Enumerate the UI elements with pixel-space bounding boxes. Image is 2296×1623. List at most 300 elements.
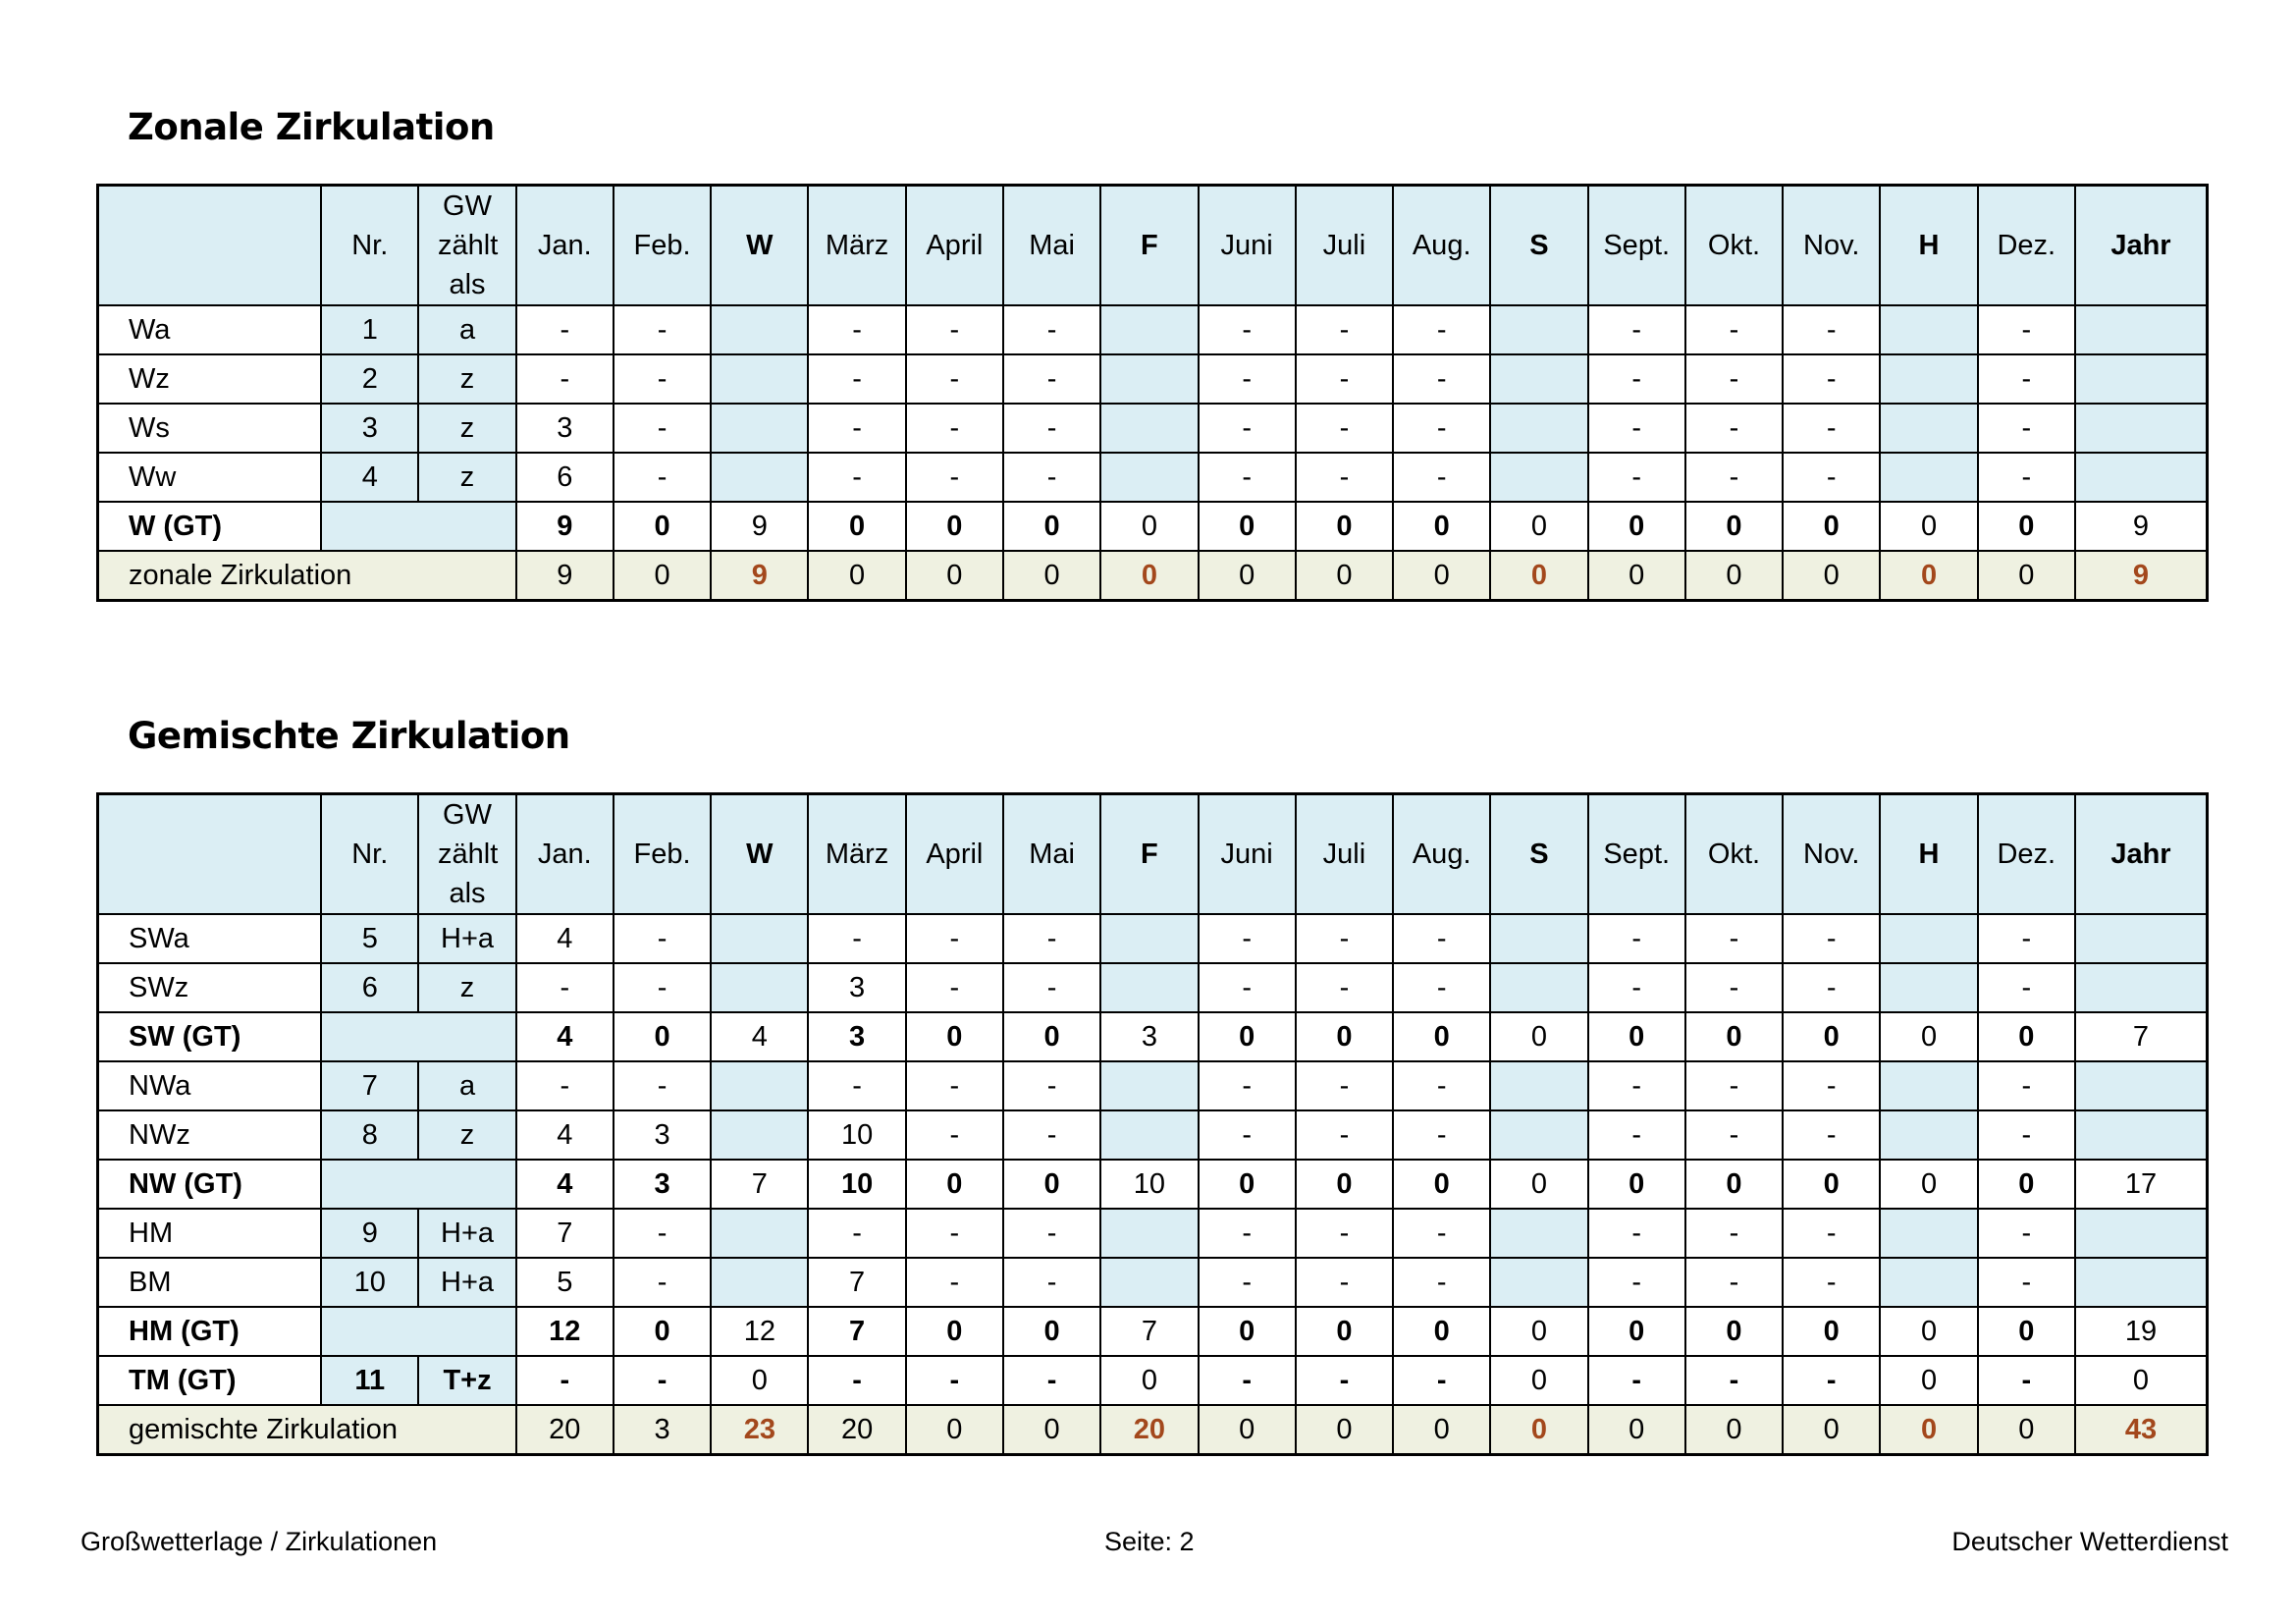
value-cell [2075,453,2208,502]
row-label: BM [98,1258,322,1307]
header-cell: Dez. [1978,794,2075,915]
header-cell: H [1880,186,1977,306]
value-cell: - [614,1061,711,1110]
value-cell [1880,453,1977,502]
value-cell: 9 [516,502,614,551]
value-cell: 10 [1100,1160,1198,1209]
value-cell [711,305,808,354]
summary-row [98,1405,2208,1455]
value-cell: 0 [1588,1307,1685,1356]
value-cell: - [516,305,614,354]
value-cell: - [1296,1258,1393,1307]
value-cell: 0 [1199,1160,1296,1209]
footer-page-number: Seite: 2 [1104,1527,1195,1556]
value-cell: 0 [808,502,905,551]
value-cell [2075,1209,2208,1258]
value-cell: - [1296,1209,1393,1258]
value-cell: 10 [808,1160,905,1209]
value-cell: 0 [1588,502,1685,551]
table-row [98,354,2208,404]
value-cell [1100,1110,1198,1160]
value-cell: - [614,1258,711,1307]
value-cell: 0 [614,551,711,601]
merged-blank-cell [321,1160,516,1209]
value-cell: 0 [1783,502,1880,551]
value-cell: 0 [1296,502,1393,551]
value-cell [2075,1258,2208,1307]
value-cell: 0 [1003,1405,1100,1455]
value-cell: 0 [1685,551,1783,601]
value-cell: 0 [1296,1405,1393,1455]
row-label: Ww [98,453,322,502]
header-cell: Nr. [321,186,418,306]
row-number: 10 [321,1258,418,1307]
header-cell: Mai [1003,186,1100,306]
value-cell: 0 [1199,1405,1296,1455]
value-cell: - [808,1209,905,1258]
value-cell: - [906,1356,1003,1405]
value-cell: 0 [1199,1012,1296,1061]
row-gw-type: T+z [418,1356,515,1405]
header-cell: Juli [1296,186,1393,306]
value-cell: - [1978,453,2075,502]
value-cell: 0 [1783,1405,1880,1455]
value-cell: - [906,1258,1003,1307]
value-cell: - [1296,305,1393,354]
value-cell: 0 [1490,1307,1587,1356]
value-cell: 0 [906,1160,1003,1209]
header-cell [418,186,515,306]
value-cell: 0 [1490,1160,1587,1209]
value-cell: - [516,1061,614,1110]
value-cell: 0 [1393,1012,1490,1061]
zonal-circulation-table [96,184,2209,602]
row-gw-type: z [418,1110,515,1160]
value-cell: - [808,305,905,354]
value-cell: 0 [1003,1160,1100,1209]
value-cell: - [906,404,1003,453]
value-cell [1880,1258,1977,1307]
value-cell: 0 [1296,1160,1393,1209]
group-total-row [98,1160,2208,1209]
header-cell: Juni [1199,186,1296,306]
value-cell: 9 [711,551,808,601]
value-cell: - [1588,305,1685,354]
value-cell [1490,1209,1587,1258]
value-cell: 0 [1685,1307,1783,1356]
value-cell: 0 [1685,1160,1783,1209]
value-cell: 0 [1100,1356,1198,1405]
value-cell: - [1783,914,1880,963]
value-cell: - [1978,1258,2075,1307]
value-cell: - [808,1061,905,1110]
row-label: Wa [98,305,322,354]
value-cell: 3 [1100,1012,1198,1061]
value-cell [1490,1258,1587,1307]
value-cell: 0 [1100,551,1198,601]
row-label: Ws [98,404,322,453]
value-cell: - [516,1356,614,1405]
value-cell: - [1685,453,1783,502]
merged-blank-cell [321,1307,516,1356]
value-cell: - [1003,1356,1100,1405]
row-gw-type: H+a [418,1258,515,1307]
value-cell: 0 [1296,1307,1393,1356]
value-cell [711,1110,808,1160]
value-cell: 0 [1490,502,1587,551]
value-cell: - [1783,963,1880,1012]
value-cell: 9 [2075,502,2208,551]
value-cell: 23 [711,1405,808,1455]
value-cell: 0 [1490,1356,1587,1405]
value-cell: 0 [614,1012,711,1061]
value-cell: - [906,1209,1003,1258]
value-cell: - [1978,914,2075,963]
row-label: NWz [98,1110,322,1160]
value-cell: 9 [711,502,808,551]
value-cell: - [1003,1061,1100,1110]
value-cell: - [1003,453,1100,502]
value-cell: 0 [2075,1356,2208,1405]
value-cell: - [1003,914,1100,963]
value-cell: 3 [614,1405,711,1455]
value-cell: - [906,305,1003,354]
value-cell: 43 [2075,1405,2208,1455]
table-row [98,963,2208,1012]
value-cell: - [906,354,1003,404]
value-cell: 0 [1685,1012,1783,1061]
value-cell: - [808,453,905,502]
value-cell: 0 [1393,1307,1490,1356]
value-cell [2075,404,2208,453]
value-cell [1490,1061,1587,1110]
value-cell: 0 [1685,1405,1783,1455]
header-cell [98,186,322,306]
value-cell: 0 [1880,551,1977,601]
value-cell [1490,963,1587,1012]
header-cell: Okt. [1685,186,1783,306]
value-cell: - [1588,1110,1685,1160]
value-cell: - [614,354,711,404]
row-label: gemischte Zirkulation [98,1405,516,1455]
value-cell: 12 [516,1307,614,1356]
value-cell: - [1393,453,1490,502]
value-cell [2075,914,2208,963]
value-cell: 0 [1880,1356,1977,1405]
value-cell: - [1393,1356,1490,1405]
value-cell: 0 [1783,1307,1880,1356]
header-cell: F [1100,186,1198,306]
value-cell: - [1588,1356,1685,1405]
value-cell: 0 [1978,551,2075,601]
value-cell: - [1003,354,1100,404]
value-cell: - [1199,404,1296,453]
value-cell: - [1199,1110,1296,1160]
value-cell: - [1296,453,1393,502]
header-cell: Nov. [1783,794,1880,915]
header-cell: W [711,794,808,915]
value-cell [1490,404,1587,453]
value-cell: 0 [1783,1160,1880,1209]
row-gw-type: z [418,963,515,1012]
value-cell: 0 [1978,1160,2075,1209]
table-row [98,453,2208,502]
value-cell: 0 [1978,1307,2075,1356]
value-cell: - [808,914,905,963]
row-gw-type: H+a [418,914,515,963]
merged-blank-cell [321,502,516,551]
header-cell: März [808,794,905,915]
row-label: Wz [98,354,322,404]
value-cell [1100,914,1198,963]
header-row [98,794,2208,915]
value-cell: - [1783,1061,1880,1110]
table-row [98,1209,2208,1258]
value-cell: - [1199,1258,1296,1307]
value-cell: 20 [808,1405,905,1455]
value-cell: 0 [906,1307,1003,1356]
value-cell: - [516,963,614,1012]
value-cell: 7 [516,1209,614,1258]
value-cell: - [1393,1258,1490,1307]
value-cell [1100,1258,1198,1307]
value-cell: 0 [1296,1012,1393,1061]
header-cell: Jan. [516,186,614,306]
header-cell: Juni [1199,794,1296,915]
value-cell: 0 [1100,502,1198,551]
value-cell: - [1003,305,1100,354]
value-cell: - [1393,1061,1490,1110]
row-number: 2 [321,354,418,404]
value-cell [1100,354,1198,404]
value-cell: - [1003,963,1100,1012]
header-cell: Okt. [1685,794,1783,915]
table-row [98,305,2208,354]
row-label: TM (GT) [98,1356,322,1405]
value-cell: - [1783,404,1880,453]
value-cell: - [906,914,1003,963]
value-cell: 0 [1490,1405,1587,1455]
value-cell: 3 [614,1110,711,1160]
value-cell: - [1685,1110,1783,1160]
value-cell: - [1003,1258,1100,1307]
row-number: 11 [321,1356,418,1405]
header-gw-label: GW zählt als [438,799,499,909]
value-cell: - [1588,1209,1685,1258]
header-cell [98,794,322,915]
row-number: 4 [321,453,418,502]
value-cell: - [1978,305,2075,354]
value-cell: - [1296,914,1393,963]
value-cell: - [614,404,711,453]
header-cell: Juli [1296,794,1393,915]
table-row [98,1258,2208,1307]
mixed-circulation-table [96,792,2209,1456]
value-cell: 7 [711,1160,808,1209]
group-total-row [98,1012,2208,1061]
value-cell [711,453,808,502]
header-cell: März [808,186,905,306]
value-cell: - [516,354,614,404]
value-cell: 12 [711,1307,808,1356]
value-cell: 0 [1880,1405,1977,1455]
header-cell: April [906,186,1003,306]
value-cell: - [1199,1356,1296,1405]
value-cell [1490,354,1587,404]
value-cell: 7 [1100,1307,1198,1356]
row-label: SW (GT) [98,1012,322,1061]
header-cell: Nov. [1783,186,1880,306]
value-cell: - [906,963,1003,1012]
group-total-row [98,1356,2208,1405]
value-cell: - [1978,1061,2075,1110]
value-cell [1100,1209,1198,1258]
value-cell: - [1588,1061,1685,1110]
value-cell [2075,1061,2208,1110]
value-cell: 4 [516,1160,614,1209]
value-cell [2075,963,2208,1012]
value-cell [711,963,808,1012]
value-cell: 0 [906,502,1003,551]
value-cell [2075,1110,2208,1160]
value-cell: 0 [1880,502,1977,551]
value-cell: - [1199,354,1296,404]
value-cell: 4 [516,1012,614,1061]
value-cell: - [1296,404,1393,453]
row-gw-type: z [418,453,515,502]
header-cell: Sept. [1588,794,1685,915]
value-cell: - [1296,1061,1393,1110]
value-cell: 0 [906,1012,1003,1061]
table-row [98,1110,2208,1160]
value-cell [711,914,808,963]
value-cell: - [808,354,905,404]
value-cell: - [1588,453,1685,502]
value-cell: - [1783,1110,1880,1160]
value-cell: 7 [2075,1012,2208,1061]
value-cell: 0 [614,502,711,551]
header-cell: Jahr [2075,186,2208,306]
value-cell: 0 [1003,551,1100,601]
value-cell [1490,305,1587,354]
table-row [98,1061,2208,1110]
value-cell: - [614,1209,711,1258]
group-total-row [98,1307,2208,1356]
header-cell: Feb. [614,794,711,915]
value-cell [2075,305,2208,354]
header-gw-label: GW zählt als [438,190,499,300]
header-cell: Aug. [1393,794,1490,915]
value-cell [1490,1110,1587,1160]
merged-blank-cell [321,1012,516,1061]
value-cell: - [1296,963,1393,1012]
row-label: HM (GT) [98,1307,322,1356]
value-cell [1100,1061,1198,1110]
table-row [98,914,2208,963]
row-gw-type: H+a [418,1209,515,1258]
value-cell: - [614,963,711,1012]
value-cell: 3 [614,1160,711,1209]
footer-document-title: Großwetterlage / Zirkulationen [80,1527,438,1556]
value-cell: - [1393,354,1490,404]
value-cell: 0 [1003,1307,1100,1356]
value-cell [1880,1061,1977,1110]
value-cell [1880,914,1977,963]
value-cell: 0 [1588,551,1685,601]
value-cell: - [906,1110,1003,1160]
value-cell [711,404,808,453]
value-cell: 0 [1393,502,1490,551]
value-cell: 4 [711,1012,808,1061]
value-cell: - [1588,963,1685,1012]
value-cell: - [1199,1209,1296,1258]
value-cell: - [1783,1356,1880,1405]
header-cell: Aug. [1393,186,1490,306]
value-cell: - [1199,914,1296,963]
value-cell: - [1685,305,1783,354]
value-cell [1490,453,1587,502]
value-cell: - [808,404,905,453]
value-cell: - [1685,963,1783,1012]
row-number: 6 [321,963,418,1012]
value-cell: 0 [1393,1160,1490,1209]
header-cell: Mai [1003,794,1100,915]
value-cell: 0 [1199,502,1296,551]
value-cell: - [1393,305,1490,354]
value-cell: - [906,453,1003,502]
value-cell: - [1003,1110,1100,1160]
value-cell: 4 [516,914,614,963]
header-row [98,186,2208,306]
row-label: SWa [98,914,322,963]
value-cell [1100,305,1198,354]
value-cell: - [1685,1209,1783,1258]
value-cell: - [1199,963,1296,1012]
row-label: HM [98,1209,322,1258]
value-cell: 0 [614,1307,711,1356]
value-cell [711,1258,808,1307]
row-number: 7 [321,1061,418,1110]
value-cell: - [1685,1061,1783,1110]
value-cell: 4 [516,1110,614,1160]
value-cell: 0 [1199,551,1296,601]
value-cell: 0 [906,551,1003,601]
row-number: 3 [321,404,418,453]
value-cell: 7 [808,1307,905,1356]
value-cell: 10 [808,1110,905,1160]
value-cell: - [1588,914,1685,963]
value-cell: - [1685,404,1783,453]
value-cell: - [1783,453,1880,502]
row-gw-type: z [418,404,515,453]
section-title-mixed: Gemischte Zirkulation [128,715,570,757]
summary-row [98,551,2208,601]
value-cell: - [614,453,711,502]
value-cell [2075,354,2208,404]
value-cell: - [1978,1110,2075,1160]
value-cell: 0 [1978,1012,2075,1061]
value-cell: 0 [1296,551,1393,601]
value-cell: - [1783,354,1880,404]
value-cell: - [1393,1110,1490,1160]
value-cell: 0 [1685,502,1783,551]
value-cell [711,1061,808,1110]
row-label: SWz [98,963,322,1012]
value-cell: 0 [1199,1307,1296,1356]
value-cell: 0 [711,1356,808,1405]
value-cell: 3 [808,963,905,1012]
value-cell: 19 [2075,1307,2208,1356]
